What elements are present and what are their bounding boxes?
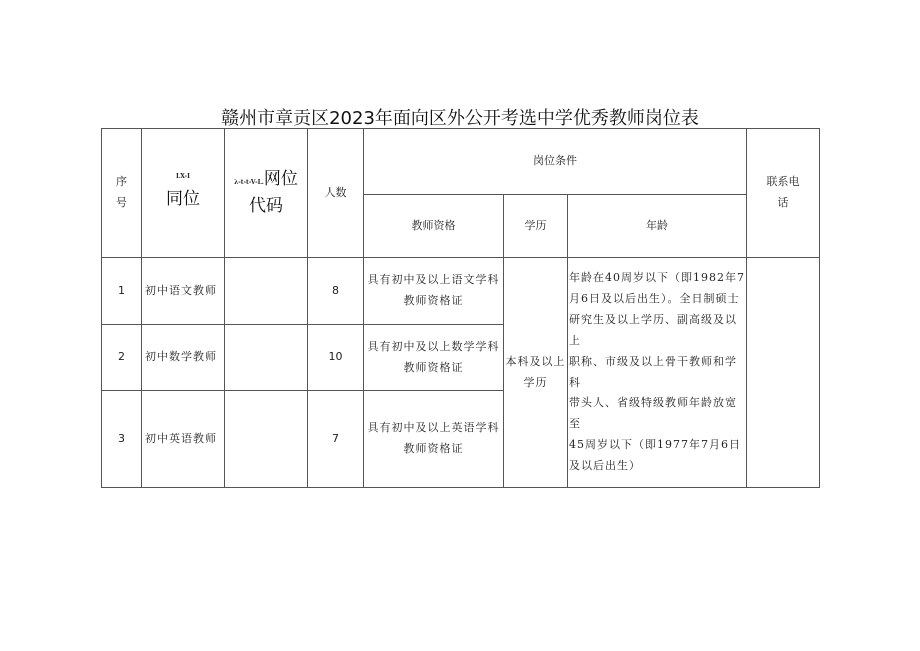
header-phone-line2: 话 <box>777 196 789 209</box>
header-qualification: 教师资格 <box>364 195 504 258</box>
row-code <box>225 325 308 391</box>
row-qualification-line1: 具有初中及以上语文学科 <box>367 273 500 287</box>
row-qualification-line1: 具有初中及以上数学学科 <box>367 339 500 353</box>
row-seq: 1 <box>102 258 142 325</box>
age-line5: 带头人、省级特级教师年龄放宽至 <box>569 396 737 431</box>
header-position-label: 同位 <box>166 188 200 209</box>
row-code <box>225 391 308 488</box>
header-seq-line2: 号 <box>116 196 127 209</box>
page-title: 赣州市章贡区2023年面向区外公开考选中学优秀教师岗位表 <box>221 108 699 129</box>
row-count: 10 <box>308 325 364 391</box>
row-qualification <box>364 391 504 488</box>
header-code <box>225 129 308 258</box>
row-seq: 2 <box>102 325 142 391</box>
education-line2: 学历 <box>523 375 548 389</box>
header-seq <box>102 129 142 258</box>
header-conditions: 岗位条件 <box>364 129 747 195</box>
age-line3: 研究生及以上学历、副高级及以上 <box>569 312 737 347</box>
row-qualification-line2: 教师资格证 <box>403 294 464 307</box>
row-position: 初中英语教师 <box>142 391 225 488</box>
age-cell <box>568 258 747 488</box>
row-count: 7 <box>308 391 364 488</box>
header-education: 学历 <box>504 195 568 258</box>
header-position-small-text: LX-I <box>176 173 190 181</box>
phone-cell <box>747 258 820 488</box>
header-phone <box>747 129 820 258</box>
row-position: 初中语文教师 <box>142 258 225 325</box>
row-qualification-line2: 教师资格证 <box>403 360 464 374</box>
row-seq: 3 <box>102 391 142 488</box>
header-position <box>142 129 225 258</box>
header-code-line1: 网位 <box>263 168 298 189</box>
education-cell <box>504 258 568 488</box>
row-position: 初中数学教师 <box>142 325 225 391</box>
header-phone-line1: 联系电 <box>766 175 800 189</box>
row-qualification-line2: 教师资格证 <box>403 442 464 455</box>
age-line7: 及以后出生） <box>569 459 641 473</box>
position-table <box>101 128 820 488</box>
row-qualification <box>364 325 504 391</box>
age-line2: 月6日及以后出生）。全日制硕士 <box>569 291 740 305</box>
table-row <box>102 258 820 325</box>
row-count: 8 <box>308 258 364 325</box>
education-line1: 本科及以上 <box>505 354 566 368</box>
header-count: 人数 <box>308 129 364 258</box>
row-qualification-line1: 具有初中及以上英语学科 <box>367 421 500 435</box>
row-qualification <box>364 258 504 325</box>
header-code-small-text: λ-t-t-V-L. <box>234 178 264 186</box>
header-code-line2: 代码 <box>249 196 283 216</box>
age-line6: 45周岁以下（即1977年7月6日 <box>569 438 741 452</box>
age-line4: 职称、市级及以上骨干教师和学科 <box>569 354 737 389</box>
header-seq-line1: 序 <box>116 175 127 189</box>
row-code <box>225 258 308 325</box>
header-age: 年龄 <box>568 195 747 258</box>
age-line1: 年龄在40周岁以下（即1982年7 <box>569 271 745 285</box>
